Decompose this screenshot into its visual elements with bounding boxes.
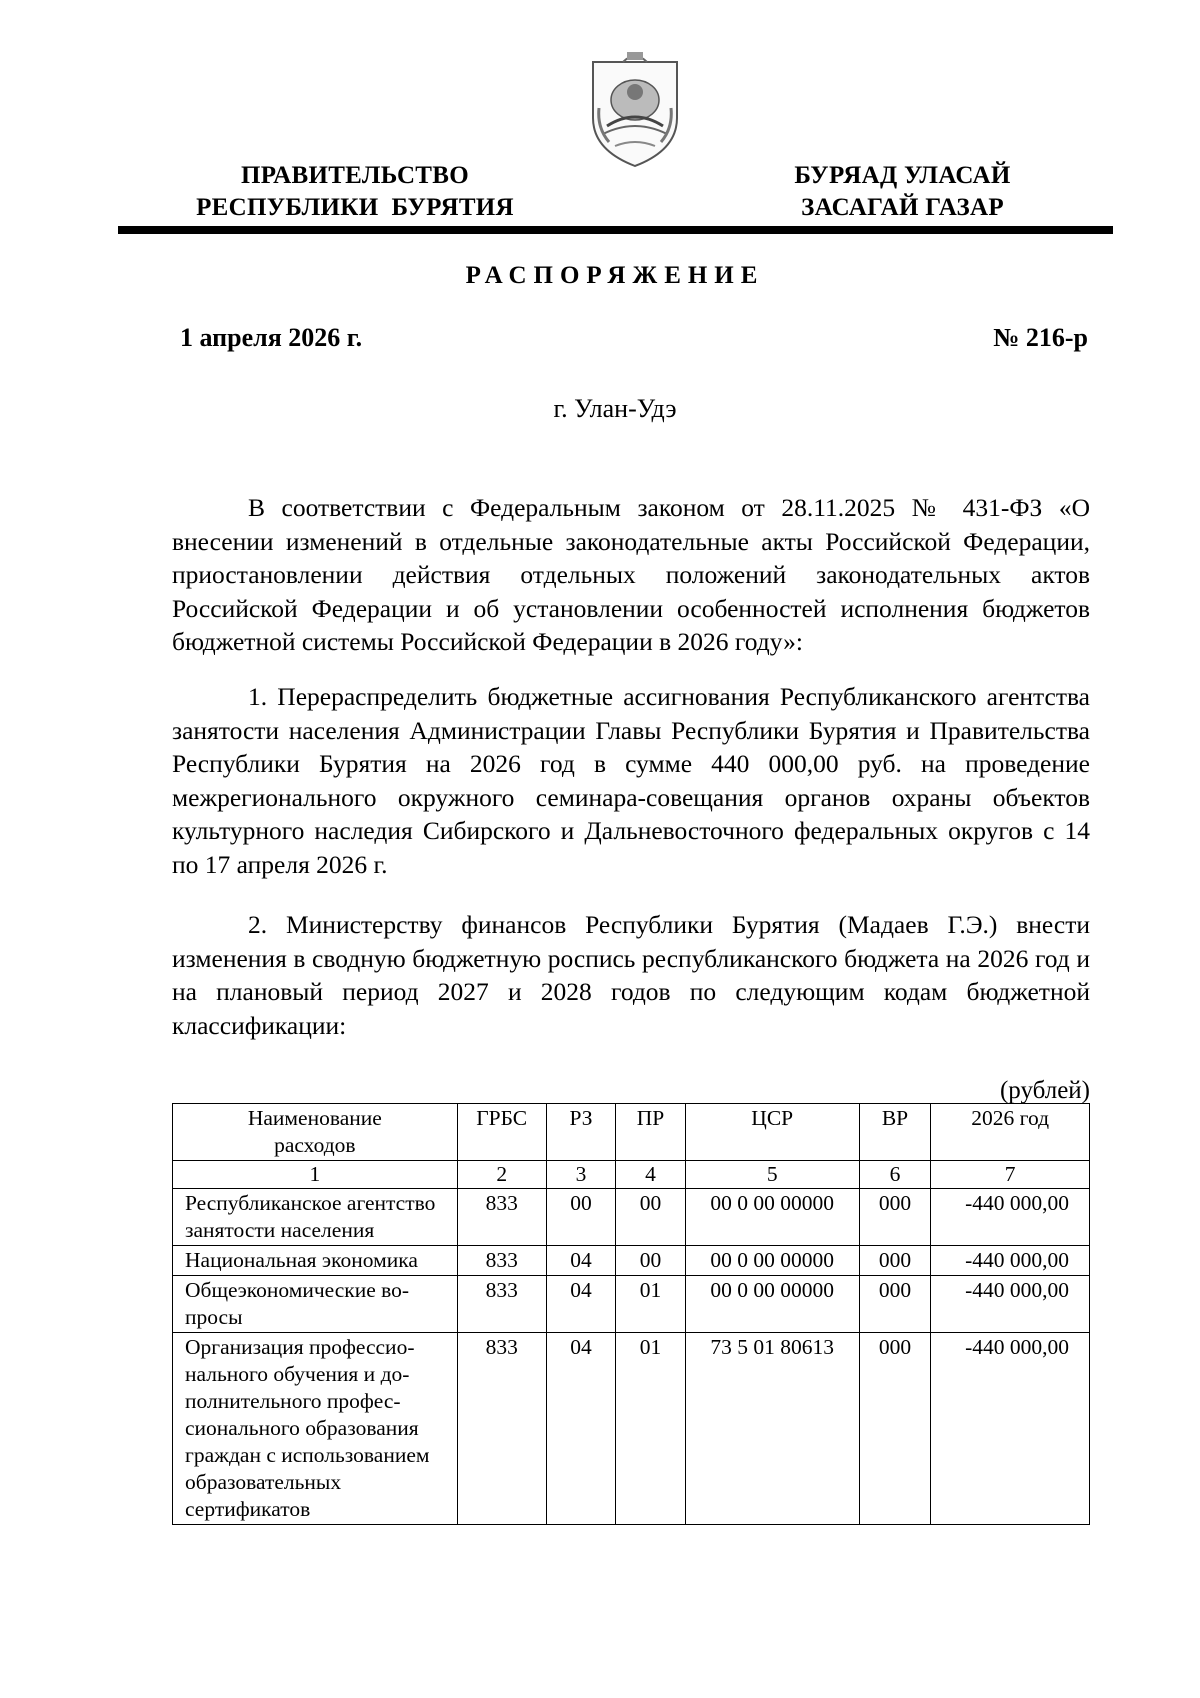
row-csr: 00 0 00 00000 <box>685 1276 859 1333</box>
column-number-row <box>173 1161 1090 1189</box>
header-vr: ВР <box>859 1104 931 1161</box>
header-name: Наименование расходов <box>173 1104 458 1161</box>
header-grbs: ГРБС <box>457 1104 546 1161</box>
org-name-russian <box>170 160 540 224</box>
document-date: 1 апреля 2026 г. <box>180 323 363 352</box>
row-rz: 04 <box>546 1276 616 1333</box>
row-pr: 01 <box>616 1276 686 1333</box>
table-row <box>173 1189 1090 1246</box>
row-pr: 01 <box>616 1333 686 1525</box>
column-number: 4 <box>616 1161 686 1189</box>
row-amount: -440 000,00 <box>931 1189 1090 1246</box>
row-csr: 73 5 01 80613 <box>685 1333 859 1525</box>
column-number: 3 <box>546 1161 616 1189</box>
column-number: 2 <box>457 1161 546 1189</box>
row-name: Республиканское агентство занятости населения <box>173 1189 458 1246</box>
org-right-line-1: БУРЯАД УЛАСАЙ <box>794 162 1011 189</box>
row-grbs: 833 <box>457 1246 546 1276</box>
row-csr: 00 0 00 00000 <box>685 1189 859 1246</box>
row-grbs: 833 <box>457 1276 546 1333</box>
row-vr: 000 <box>859 1189 931 1246</box>
budget-classification-table <box>172 1103 1090 1525</box>
clause-2-paragraph: 2. Министерству финансов Республики Бурятия (Мадаев Г.Э.) внести изменения в сводную бюджетную роспись республиканского бюджета на 2026 год и на плановый период 2027 и 2028 годов по следующим кодам бюджетной классификации: <box>172 910 1090 1040</box>
header-pr: ПР <box>616 1104 686 1161</box>
row-vr: 000 <box>859 1333 931 1525</box>
column-number: 7 <box>931 1161 1090 1189</box>
table-header-row <box>173 1104 1090 1161</box>
table-row <box>173 1276 1090 1333</box>
row-rz: 00 <box>546 1189 616 1246</box>
row-name: Национальная экономика <box>173 1246 458 1276</box>
clause-1-paragraph: 1. Перераспределить бюджетные ассигнования Республиканского агентства занятости населения Администрации Главы Республики Бурятия и Правительства Республики Бурятия на 2026 год в сумме 440 000,00 руб. на проведение межрегионального окружного семинара-совещания органов охраны объектов культурного наследия Сибирского и Дальневосточного федеральных округов с 14 по 17 апреля 2026 г. <box>172 682 1090 879</box>
header-divider <box>118 226 1113 234</box>
org-left-line-1: ПРАВИТЕЛЬСТВО <box>241 162 469 189</box>
row-rz: 04 <box>546 1246 616 1276</box>
org-name-buryat <box>760 160 1045 224</box>
row-grbs: 833 <box>457 1333 546 1525</box>
header-rz: РЗ <box>546 1104 616 1161</box>
header-year: 2026 год <box>931 1104 1090 1161</box>
row-amount: -440 000,00 <box>931 1333 1090 1525</box>
org-left-line-2: РЕСПУБЛИКИ БУРЯТИЯ <box>196 194 514 221</box>
column-number: 5 <box>685 1161 859 1189</box>
table-unit-label: (рублей) <box>999 1077 1090 1104</box>
row-csr: 00 0 00 00000 <box>685 1246 859 1276</box>
table-row <box>173 1246 1090 1276</box>
table-row <box>173 1333 1090 1525</box>
org-right-line-2: ЗАСАГАЙ ГАЗАР <box>801 194 1004 221</box>
row-amount: -440 000,00 <box>931 1246 1090 1276</box>
row-pr: 00 <box>616 1189 686 1246</box>
document-city: г. Улан-Удэ <box>553 394 677 423</box>
row-vr: 000 <box>859 1246 931 1276</box>
header-csr: ЦСР <box>685 1104 859 1161</box>
row-name: Общеэкономические вопросы <box>173 1276 458 1333</box>
column-number: 6 <box>859 1161 931 1189</box>
row-pr: 00 <box>616 1246 686 1276</box>
column-number: 1 <box>173 1161 458 1189</box>
row-amount: -440 000,00 <box>931 1276 1090 1333</box>
row-rz: 04 <box>546 1333 616 1525</box>
coat-of-arms-icon <box>585 48 685 170</box>
document-number: № 216-р <box>993 323 1088 352</box>
document-title: РАСПОРЯЖЕНИЕ <box>465 262 765 289</box>
row-grbs: 833 <box>457 1189 546 1246</box>
preamble-paragraph: В соответствии с Федеральным законом от 28.11.2025 № 431-ФЗ «О внесении изменений в отдельные законодательные акты Российской Федерации, приостановлении действия отдельных положений законодательных актов Российской Федерации и об установлении особенностей исполнения бюджетов бюджетной системы Российской Федерации в 2026 году»: <box>172 493 1090 656</box>
row-name: Организация профессионального обучения и дополнительного профессионального образования граждан с использованием образовательных сертификатов <box>173 1333 458 1525</box>
row-vr: 000 <box>859 1276 931 1333</box>
